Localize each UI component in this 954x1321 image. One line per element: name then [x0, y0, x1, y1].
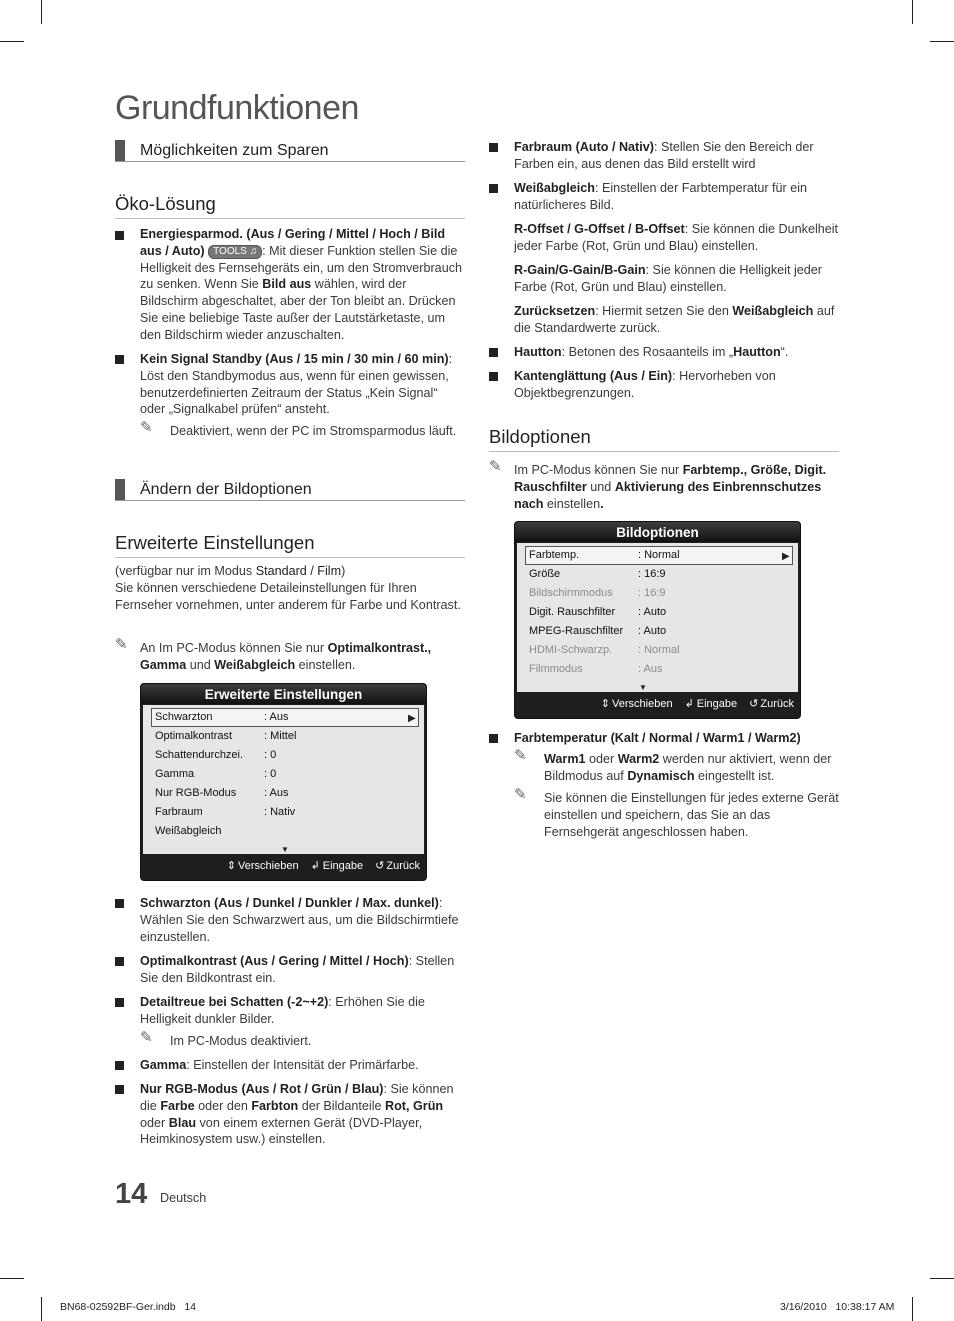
bullet-square: [115, 899, 124, 908]
term: Hautton: [514, 345, 562, 359]
menu-title: Bildoptionen: [515, 522, 800, 542]
menu-footer: [589, 696, 794, 713]
heading-erweitert: Erweiterte Einstellungen: [115, 532, 465, 558]
text: von einem externen Gerät (DVD-Player, Heimkinosystem usw.) einstellen.: [140, 1115, 423, 1147]
term: Optimalkontrast (Aus / Gering / Mittel / Hoch): [140, 954, 409, 968]
section-title: Ändern der Bildoptionen: [140, 481, 312, 498]
term: Farbe: [160, 1098, 195, 1113]
scroll-down-icon[interactable]: ▼: [281, 845, 289, 854]
text: : Mit dieser Funktion stellen Sie die Helligkeit des Fernsehgeräts ein, um den Stromverbrauch zu senken. Wenn Sie: [140, 243, 462, 292]
text: Sie können verschiedene Detaileinstellungen für Ihren Fernseher vornehmen, unter anderem für Farbe und Kontrast.: [115, 580, 461, 612]
term: Optimalkontrast., Gamma: [140, 641, 432, 672]
bullet-square: [115, 998, 124, 1007]
footer-back: Zurück: [386, 860, 420, 872]
tools-label: TOOLS: [213, 245, 247, 257]
row-value: : 0: [264, 749, 277, 761]
crop-mark: [912, 1297, 913, 1321]
row-value: : Auto: [638, 606, 667, 618]
footer-date: 3/16/2010 10:38:17 AM: [780, 1301, 895, 1313]
section-header-sparen: [115, 140, 465, 162]
para-rgb: [140, 1081, 465, 1148]
footer-enter: Eingabe: [322, 860, 364, 872]
text: einstellen.: [295, 657, 356, 672]
erw-intro: [115, 563, 465, 613]
section-bar: [115, 479, 125, 500]
play-arrow-icon: ▶: [782, 551, 790, 562]
row-label: Nur RGB-Modus: [155, 787, 237, 799]
text: eingestellt ist.: [694, 768, 775, 783]
term: Standard / Film: [255, 564, 342, 578]
heading-bildoptionen: Bildoptionen: [489, 426, 839, 452]
row-label: MPEG-Rauschfilter: [529, 625, 624, 637]
text: und: [186, 657, 215, 672]
term: Farbtemperatur (Kalt / Normal / Warm1 / Warm2): [514, 731, 801, 745]
menu-panel: [517, 543, 798, 692]
term: Kein Signal Standby (Aus / 15 min / 30 min / 60 min): [140, 352, 449, 366]
menu-title: Erweiterte Einstellungen: [141, 684, 426, 704]
enter-icon: ↲: [684, 698, 694, 710]
bullet-square: [115, 231, 124, 240]
section-title: Möglichkeiten zum Sparen: [140, 142, 329, 159]
term: Zurücksetzen: [514, 304, 596, 318]
note-pencil-icon: ✎: [115, 636, 128, 653]
text: Im PC-Modus können Sie nur: [514, 463, 683, 477]
row-label: Optimalkontrast: [155, 730, 233, 742]
text: (verfügbar nur im Modus: [115, 564, 256, 578]
bullet-square: [115, 957, 124, 966]
para-weissabgleich: [514, 180, 839, 214]
text: oder: [140, 1115, 169, 1130]
note-warm: [544, 751, 839, 785]
para-gamma: [140, 1057, 465, 1074]
term: Blau: [168, 1115, 197, 1130]
crop-mark: [912, 0, 913, 24]
row-value: : Aus: [264, 711, 289, 723]
text: werden nur aktiviert, wenn der Bildmodus auf: [544, 752, 832, 783]
page-number: 14: [115, 1178, 148, 1210]
note-signal: Deaktiviert, wenn der PC im Stromsparmodus läuft.: [170, 424, 457, 438]
text: der Bildanteile: [298, 1098, 386, 1113]
term: Dynamisch: [627, 768, 695, 783]
row-value: : 0: [264, 768, 277, 780]
note-externe: Sie können die Einstellungen für jedes externe Gerät einstellen und speichern, das Sie an das Fernsehgerät angeschlossen haben.: [544, 791, 839, 839]
text: oder den: [194, 1098, 252, 1113]
bullet-square: [115, 1061, 124, 1070]
para-kanten: [514, 368, 839, 402]
row-label: HDMI-Schwarzp.: [529, 644, 613, 656]
crop-mark: [0, 1278, 24, 1279]
note-pencil-icon: ✎: [140, 1029, 153, 1046]
text: : Einstellen der Intensität der Primärfarbe.: [186, 1058, 419, 1072]
term: Rot, Grün: [385, 1098, 444, 1113]
text: wählen, wird der Bildschirm abgeschaltet, aber der Ton bleibt an. Drücken Sie eine beliebige Taste außer der Lautstärketaste, um den Bildschirm wieder anzuschalten.: [140, 277, 456, 342]
scroll-down-icon[interactable]: ▼: [639, 683, 647, 692]
text: : Sie können die Dunkelheit jeder Farbe (Rot, Grün und Blau) einstellen.: [514, 222, 839, 253]
return-icon: ↺: [749, 698, 759, 710]
text: : Löst den Standbymodus aus, wenn für einen gewissen, benutzerdefinierten Zeitraum der Status „Kein Signal“ oder „Signalkabel prüfen“ ansteht.: [140, 352, 453, 417]
para-gain: [514, 262, 839, 296]
text: : Stellen Sie den Bereich der Farben ein, aus denen das Bild erstellt wird: [514, 140, 814, 171]
term: Weißabgleich: [514, 181, 595, 195]
para-farbtemp: [514, 730, 839, 747]
tools-badge: TOOLS ♫: [208, 245, 262, 259]
page-language: Deutsch: [160, 1191, 207, 1205]
heading-oeko: Öko-Lösung: [115, 193, 465, 219]
para-farbraum: [514, 139, 839, 173]
menu-footer: [215, 858, 420, 875]
para-offset: [514, 221, 839, 255]
term: R-Offset / G-Offset / B-Offset: [514, 222, 685, 236]
osd-menu-bildoptionen: [514, 521, 801, 719]
term: Energiesparmod. (Aus / Gering / Mittel / Hoch / Bild aus / Auto): [140, 227, 446, 258]
text: An Im PC-Modus können Sie nur: [140, 641, 328, 655]
note-pencil-icon: ✎: [514, 747, 527, 764]
section-header-bildoptionen: [115, 479, 465, 501]
note-erw: [140, 640, 465, 674]
row-label: Farbtemp.: [529, 549, 580, 561]
text: auf die Standardwerte zurück.: [514, 304, 835, 335]
term: Detailtreue bei Schatten (-2~+2): [140, 995, 329, 1009]
bullet-square: [489, 184, 498, 193]
crop-mark: [930, 41, 954, 42]
row-label: Gamma: [155, 768, 195, 780]
row-label: Weißabgleich: [155, 825, 222, 837]
bullet-square: [489, 372, 498, 381]
crop-mark: [41, 1297, 42, 1321]
term: Farbton: [251, 1098, 299, 1113]
row-value: : Nativ: [264, 806, 296, 818]
para-hautton: [514, 344, 839, 361]
row-value: : Aus: [638, 663, 663, 675]
section-bar: [115, 140, 125, 161]
term: Weißabgleich: [214, 657, 296, 672]
row-value: : Normal: [638, 549, 680, 561]
text: und: [586, 479, 615, 494]
footer-move: Verschieben: [612, 698, 673, 710]
return-icon: ↺: [375, 860, 385, 872]
para-signal: [140, 351, 465, 418]
note-pencil-icon: ✎: [140, 419, 153, 436]
term: Nur RGB-Modus (Aus / Rot / Grün / Blau): [140, 1082, 384, 1096]
crop-mark: [41, 0, 42, 24]
term: .: [600, 496, 604, 511]
row-label: Farbraum: [155, 806, 203, 818]
text: : Hervorheben von Objektbegrenzungen.: [514, 369, 776, 400]
para-schwarzton: [140, 895, 465, 945]
row-value: : Normal: [638, 644, 680, 656]
bullet-square: [115, 1085, 124, 1094]
para-detailtreue: [140, 994, 465, 1028]
enter-icon: ↲: [310, 860, 320, 872]
row-label: Größe: [529, 568, 561, 580]
term: Hautton: [733, 345, 781, 359]
row-value: : Aus: [264, 787, 289, 799]
para-reset: [514, 303, 839, 337]
text: : Sie können die Helligkeit jeder Farbe (Rot, Grün und Blau) einstellen.: [514, 263, 822, 294]
row-value: : Auto: [638, 625, 667, 637]
row-label: Digit. Rauschfilter: [529, 606, 616, 618]
text: : Hiermit setzen Sie den: [595, 304, 733, 318]
para-energiespar: [140, 226, 465, 344]
term: Schwarzton (Aus / Dunkel / Dunkler / Max. dunkel): [140, 896, 439, 910]
term: R-Gain/G-Gain/B-Gain: [514, 263, 646, 277]
row-label: Filmmodus: [529, 663, 583, 675]
play-arrow-icon: ▶: [408, 713, 416, 724]
move-icon: ⇕: [226, 860, 237, 872]
osd-menu-erweitert: [140, 683, 427, 881]
crop-mark: [930, 1278, 954, 1279]
term: Warm2: [617, 752, 660, 766]
text: : Betonen des Rosaanteils im „: [561, 345, 734, 359]
footer-move: Verschieben: [238, 860, 299, 872]
text: : Sie können die: [140, 1082, 454, 1113]
row-label: Schattendurchzei.: [155, 749, 244, 761]
row-value: : 16:9: [638, 568, 666, 580]
footer-file: BN68-02592BF-Ger.indb 14: [60, 1301, 196, 1313]
text: oder: [585, 752, 618, 766]
text: “.: [780, 345, 789, 359]
bullet-square: [489, 734, 498, 743]
bullet-square: [115, 355, 124, 364]
term: Warm1: [544, 752, 586, 766]
note-pencil-icon: ✎: [489, 458, 502, 475]
row-value: : Mittel: [264, 730, 297, 742]
text: einstellen: [543, 496, 601, 511]
text: : Einstellen der Farbtemperatur für ein natürlicheres Bild.: [514, 181, 808, 212]
text: : Stellen Sie den Bildkontrast ein.: [140, 954, 455, 985]
note-bildoptionen: [514, 462, 839, 512]
crop-mark: [0, 41, 24, 42]
term: Gamma: [140, 1058, 187, 1072]
text: ): [341, 564, 346, 578]
row-label: Schwarzton: [155, 711, 213, 723]
note-pencil-icon: ✎: [514, 786, 527, 803]
term: Farbraum (Auto / Nativ): [514, 140, 654, 154]
menu-panel: [143, 705, 424, 854]
text: : Erhöhen Sie die Helligkeit dunkler Bilder.: [140, 995, 425, 1026]
text: : Wählen Sie den Schwarzwert aus, um die Bildschirmtiefe einzustellen.: [140, 896, 459, 944]
move-icon: ⇕: [600, 698, 611, 710]
footer-enter: Eingabe: [696, 698, 738, 710]
footer-back: Zurück: [760, 698, 794, 710]
note-detailtreue: Im PC-Modus deaktiviert.: [170, 1034, 312, 1048]
bullet-square: [489, 143, 498, 152]
bullet-square: [489, 348, 498, 357]
row-value: : 16:9: [638, 587, 666, 599]
page-title: Grundfunktionen: [115, 89, 359, 127]
term: Farbtemp., Größe, Digit. Rauschfilter: [514, 463, 827, 494]
row-label: Bildschirmmodus: [529, 587, 613, 599]
term: Aktivierung des Einbrennschutzes nach: [514, 479, 822, 511]
term: Bild aus: [262, 277, 312, 292]
para-optimalkontrast: [140, 953, 465, 987]
term: Kantenglättung (Aus / Ein): [514, 369, 673, 383]
term: Weißabgleich: [732, 304, 814, 318]
